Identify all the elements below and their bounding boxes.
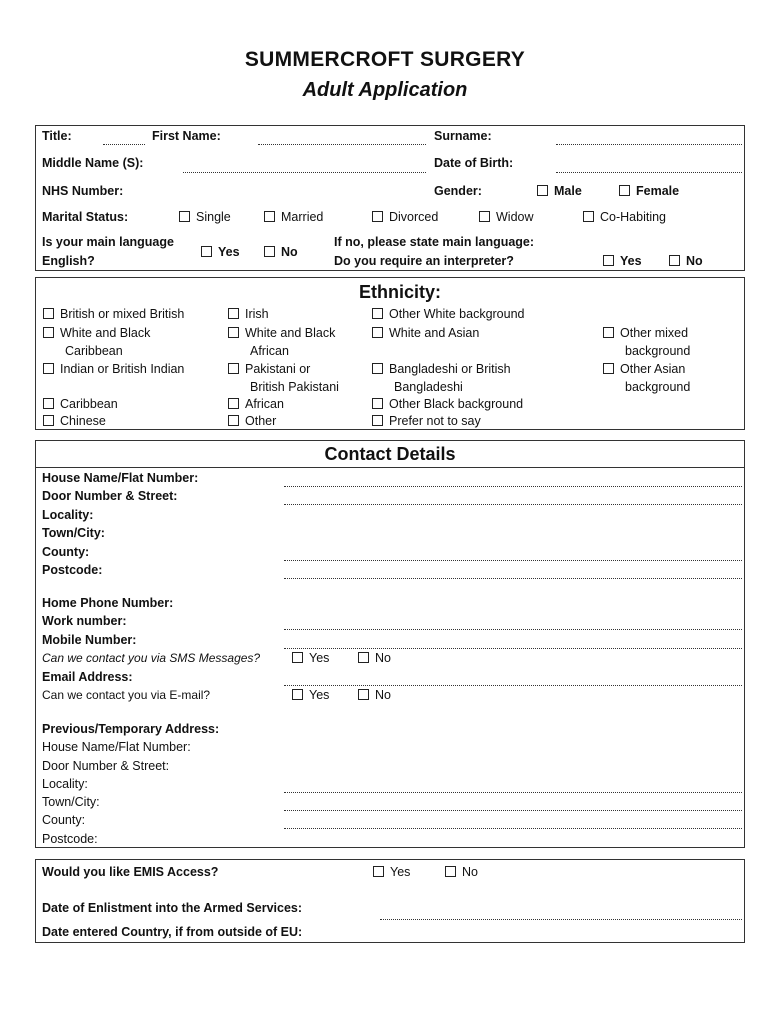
house-name-field[interactable] xyxy=(284,486,742,487)
email-yes-option[interactable] xyxy=(292,688,329,702)
checkbox-icon[interactable] xyxy=(603,255,614,266)
option-label: White and Asian xyxy=(389,326,480,340)
option-label: Prefer not to say xyxy=(389,414,481,428)
checkbox-icon[interactable] xyxy=(264,246,275,257)
main-language-label: Is your main language xyxy=(42,235,174,249)
option-label: Pakistani or xyxy=(245,362,311,376)
heading-underline xyxy=(36,467,744,468)
checkbox-icon[interactable] xyxy=(292,689,303,700)
option-label-cont: African xyxy=(250,344,289,358)
ethnicity-option[interactable] xyxy=(43,307,184,321)
door-street-field[interactable] xyxy=(284,504,742,505)
gender-female-option[interactable] xyxy=(619,184,679,198)
option-label: British or mixed British xyxy=(60,307,185,321)
option-label-cont: background xyxy=(625,344,691,358)
english-yes-option[interactable] xyxy=(201,245,240,259)
ethnicity-option[interactable] xyxy=(603,362,685,376)
prev-door-label: Door Number & Street: xyxy=(42,759,170,773)
enlistment-label: Date of Enlistment into the Armed Services: xyxy=(42,901,303,915)
ethnicity-option[interactable] xyxy=(228,397,284,411)
option-label: Other Black background xyxy=(389,397,524,411)
checkbox-icon[interactable] xyxy=(179,211,190,222)
checkbox-icon[interactable] xyxy=(372,308,383,319)
first-name-field[interactable] xyxy=(258,144,426,145)
country-entry-label: Date entered Country, if from outside of EU: xyxy=(42,925,303,939)
ethnicity-option[interactable] xyxy=(372,307,525,321)
sms-no-option[interactable] xyxy=(358,651,391,665)
marital-divorced-option[interactable] xyxy=(372,210,438,224)
option-label: Indian or British Indian xyxy=(60,362,185,376)
emis-no-option[interactable] xyxy=(445,865,478,879)
yes-label: Yes xyxy=(390,865,411,879)
page-title: SUMMERCROFT SURGERY xyxy=(244,48,526,71)
checkbox-icon[interactable] xyxy=(372,415,383,426)
mobile-number-field[interactable] xyxy=(284,648,742,649)
sms-question: Can we contact you via SMS Messages? xyxy=(42,651,261,665)
dob-field[interactable] xyxy=(556,172,742,173)
marital-widow-option[interactable] xyxy=(479,210,534,224)
checkbox-icon[interactable] xyxy=(292,652,303,663)
checkbox-icon[interactable] xyxy=(583,211,594,222)
emis-question: Would you like EMIS Access? xyxy=(42,865,219,879)
contact-heading: Contact Details xyxy=(324,444,456,464)
option-label: Divorced xyxy=(389,210,439,224)
checkbox-icon[interactable] xyxy=(228,415,239,426)
option-label-cont: British Pakistani xyxy=(250,380,339,394)
checkbox-icon[interactable] xyxy=(372,398,383,409)
ethnicity-option[interactable] xyxy=(43,414,106,428)
checkbox-icon[interactable] xyxy=(373,866,384,877)
prev-county-label: County: xyxy=(42,813,86,827)
mobile-number-label: Mobile Number: xyxy=(42,633,137,647)
option-label: Chinese xyxy=(60,414,106,428)
no-label: No xyxy=(375,688,391,702)
checkbox-icon[interactable] xyxy=(372,211,383,222)
ethnicity-option[interactable] xyxy=(43,362,184,376)
checkbox-icon[interactable] xyxy=(669,255,680,266)
option-label-cont: background xyxy=(625,380,691,394)
checkbox-icon[interactable] xyxy=(603,327,614,338)
email-no-option[interactable] xyxy=(358,688,391,702)
checkbox-icon[interactable] xyxy=(43,398,54,409)
option-label: Married xyxy=(281,210,324,224)
prev-locality-label: Locality: xyxy=(42,777,88,791)
locality-label: Locality: xyxy=(42,508,94,522)
interpreter-yes-option[interactable] xyxy=(603,254,642,268)
checkbox-icon[interactable] xyxy=(264,211,275,222)
emis-yes-option[interactable] xyxy=(373,865,410,879)
surname-field[interactable] xyxy=(556,144,742,145)
postcode-field[interactable] xyxy=(284,578,742,579)
first-name-label: First Name: xyxy=(152,129,221,143)
ethnicity-option[interactable] xyxy=(603,326,688,340)
no-label: No xyxy=(462,865,478,879)
option-label: Caribbean xyxy=(60,397,118,411)
interpreter-label: Do you require an interpreter? xyxy=(334,254,514,268)
sms-yes-option[interactable] xyxy=(292,651,329,665)
postcode-label: Postcode: xyxy=(42,563,103,577)
previous-address-label: Previous/Temporary Address: xyxy=(42,722,220,736)
prev-postcode-label: Postcode: xyxy=(42,832,98,846)
checkbox-icon[interactable] xyxy=(43,308,54,319)
male-label: Male xyxy=(554,184,582,198)
yes-label: Yes xyxy=(620,254,642,268)
option-label: Other mixed xyxy=(620,326,689,340)
no-label: No xyxy=(375,651,391,665)
work-number-field[interactable] xyxy=(284,629,742,630)
prev-county-field[interactable] xyxy=(284,810,742,811)
email-field[interactable] xyxy=(284,685,742,686)
marital-single-option[interactable] xyxy=(179,210,231,224)
prev-postcode-field[interactable] xyxy=(284,828,742,829)
ethnicity-option[interactable] xyxy=(228,414,276,428)
female-label: Female xyxy=(636,184,680,198)
checkbox-icon[interactable] xyxy=(43,327,54,338)
email-label: Email Address: xyxy=(42,670,133,684)
checkbox-icon[interactable] xyxy=(445,866,456,877)
nhs-number-label: NHS Number: xyxy=(42,184,124,198)
marital-status-label: Marital Status: xyxy=(42,210,129,224)
option-label: Other xyxy=(245,414,277,428)
checkbox-icon[interactable] xyxy=(228,308,239,319)
option-label: Other Asian xyxy=(620,362,686,376)
checkbox-icon[interactable] xyxy=(43,363,54,374)
checkbox-icon[interactable] xyxy=(479,211,490,222)
checkbox-icon[interactable] xyxy=(43,415,54,426)
prev-town-field[interactable] xyxy=(284,792,742,793)
yes-label: Yes xyxy=(218,245,240,259)
checkbox-icon[interactable] xyxy=(358,652,369,663)
marital-cohabiting-option[interactable] xyxy=(583,210,666,224)
option-label-cont: Bangladeshi xyxy=(394,380,463,394)
checkbox-icon[interactable] xyxy=(372,327,383,338)
home-phone-label: Home Phone Number: xyxy=(42,596,174,610)
page-subtitle: Adult Application xyxy=(302,79,468,101)
ethnicity-option[interactable] xyxy=(372,326,479,340)
option-label: Bangladeshi or British xyxy=(389,362,511,376)
dob-label: Date of Birth: xyxy=(434,156,514,170)
option-label: White and Black xyxy=(245,326,336,340)
checkbox-icon[interactable] xyxy=(372,363,383,374)
ethnicity-heading: Ethnicity: xyxy=(358,282,441,302)
gender-label: Gender: xyxy=(434,184,482,198)
checkbox-icon[interactable] xyxy=(201,246,212,257)
ethnicity-option[interactable] xyxy=(43,326,150,340)
county-field[interactable] xyxy=(284,560,742,561)
work-number-label: Work number: xyxy=(42,614,127,628)
no-label: No xyxy=(686,254,703,268)
county-label: County: xyxy=(42,545,90,559)
state-language-label: If no, please state main language: xyxy=(334,235,535,249)
checkbox-icon[interactable] xyxy=(537,185,548,196)
option-label: Widow xyxy=(496,210,534,224)
checkbox-icon[interactable] xyxy=(228,363,239,374)
ethnicity-option[interactable] xyxy=(372,362,511,376)
title-label: Title: xyxy=(42,129,72,143)
interpreter-no-option[interactable] xyxy=(669,254,703,268)
ethnicity-option[interactable] xyxy=(228,362,310,376)
option-label: African xyxy=(245,397,284,411)
prev-town-label: Town/City: xyxy=(42,795,100,809)
enlistment-field[interactable] xyxy=(380,919,742,920)
email-question: Can we contact you via E-mail? xyxy=(42,688,211,702)
door-street-label: Door Number & Street: xyxy=(42,489,178,503)
option-label: Single xyxy=(196,210,231,224)
option-label: Irish xyxy=(245,307,269,321)
ethnicity-option[interactable] xyxy=(228,307,269,321)
house-name-label: House Name/Flat Number: xyxy=(42,471,199,485)
marital-married-option[interactable] xyxy=(264,210,323,224)
personal-details-section xyxy=(35,125,745,271)
surname-label: Surname: xyxy=(434,129,492,143)
middle-name-label: Middle Name (S): xyxy=(42,156,144,170)
option-label: Co-Habiting xyxy=(600,210,667,224)
town-label: Town/City: xyxy=(42,526,105,540)
gender-male-option[interactable] xyxy=(537,184,582,198)
ethnicity-option[interactable] xyxy=(43,397,118,411)
checkbox-icon[interactable] xyxy=(603,363,614,374)
yes-label: Yes xyxy=(309,651,330,665)
ethnicity-option[interactable] xyxy=(228,326,335,340)
main-language-label-2: English? xyxy=(42,254,95,268)
checkbox-icon[interactable] xyxy=(619,185,630,196)
checkbox-icon[interactable] xyxy=(228,327,239,338)
ethnicity-option[interactable] xyxy=(372,414,481,428)
no-label: No xyxy=(281,245,298,259)
option-label: Other White background xyxy=(389,307,525,321)
option-label: White and Black xyxy=(60,326,151,340)
english-no-option[interactable] xyxy=(264,245,298,259)
option-label-cont: Caribbean xyxy=(65,344,123,358)
prev-house-label: House Name/Flat Number: xyxy=(42,740,191,754)
middle-name-field[interactable] xyxy=(183,172,426,173)
yes-label: Yes xyxy=(309,688,330,702)
title-field[interactable] xyxy=(103,144,145,145)
checkbox-icon[interactable] xyxy=(228,398,239,409)
ethnicity-option[interactable] xyxy=(372,397,523,411)
checkbox-icon[interactable] xyxy=(358,689,369,700)
